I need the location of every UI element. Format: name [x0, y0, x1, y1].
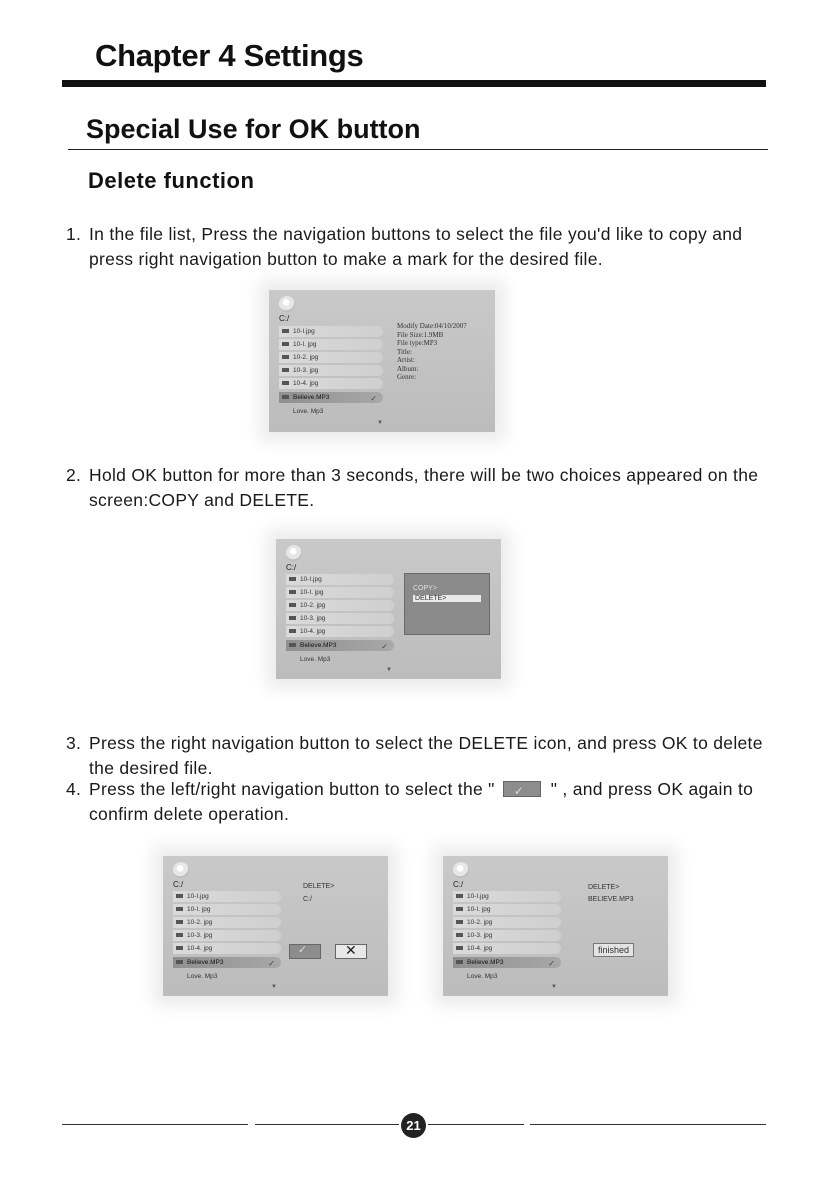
- file-row: 10-2. jpg: [286, 600, 394, 611]
- file-row: 10-4. jpg: [173, 943, 281, 954]
- section-title: Special Use for OK button: [86, 114, 421, 144]
- file-row: Love. Mp3: [293, 408, 324, 415]
- path-label: C:/: [286, 563, 297, 572]
- step-number: 1.: [66, 224, 82, 244]
- file-row: 10-2. jpg: [279, 352, 383, 363]
- chapter-bar: [62, 80, 766, 87]
- file-row: 10-3. jpg: [453, 930, 561, 941]
- file-row: Love. Mp3: [467, 973, 498, 980]
- down-arrow-icon: ▼: [386, 667, 392, 673]
- screenshot-file-info: [269, 290, 495, 432]
- file-row: 10-I. jpg: [453, 904, 561, 915]
- copy-delete-menu: [404, 573, 490, 635]
- file-row: 10-3. jpg: [173, 930, 281, 941]
- file-row-selected: Believe.MP3 ✓: [173, 957, 281, 968]
- footer-rule-right: [530, 1124, 766, 1125]
- path-label: C:/: [173, 880, 184, 889]
- screenshot-delete-finished: [443, 856, 668, 996]
- down-arrow-icon: ▼: [271, 984, 277, 990]
- file-row: 10-4. jpg: [286, 626, 394, 637]
- check-icon: ✓: [298, 944, 308, 956]
- disc-icon: [286, 545, 302, 561]
- step-text: Hold OK button for more than 3 seconds, there will be two choices appeared on the screen:COPY and DELETE.: [89, 465, 759, 510]
- step-text: Press the right navigation button to select the DELETE icon, and press OK to delete the desired file.: [89, 733, 763, 778]
- check-icon: ✓: [370, 394, 377, 403]
- step-text: Press the left/right navigation button to select the " ✓ " , and press OK again to confirm delete operation.: [89, 779, 754, 824]
- file-row: Love. Mp3: [187, 973, 218, 980]
- close-icon: ✕: [345, 942, 357, 958]
- file-row: Love. Mp3: [300, 656, 331, 663]
- path-label: C:/: [279, 314, 290, 323]
- check-icon: ✓: [268, 959, 275, 968]
- delete-label: DELETE>: [588, 884, 620, 891]
- file-row: 10-I.jpg: [279, 326, 383, 337]
- delete-option[interactable]: DELETE>: [413, 595, 481, 602]
- page-number: 21: [401, 1113, 426, 1138]
- file-row: 10-I. jpg: [286, 587, 394, 598]
- disc-icon: [453, 862, 469, 878]
- chapter-title: Chapter 4 Settings: [95, 38, 364, 73]
- footer-rule-left-inner: [255, 1124, 399, 1125]
- down-arrow-icon: ▼: [551, 984, 557, 990]
- cancel-button[interactable]: [335, 944, 367, 959]
- file-row: 10-4. jpg: [453, 943, 561, 954]
- step-number: 4.: [66, 779, 82, 799]
- subsection-title: Delete function: [88, 168, 255, 193]
- step-number: 2.: [66, 465, 82, 485]
- footer-rule-left: [62, 1124, 248, 1125]
- screenshot-delete-confirm: [163, 856, 388, 996]
- file-row: 10-I. jpg: [279, 339, 383, 350]
- step-number: 3.: [66, 733, 82, 753]
- footer-rule-right-inner: [428, 1124, 524, 1125]
- step-1: [66, 222, 766, 272]
- file-row: 10-I.jpg: [286, 574, 394, 585]
- file-row: 10-I.jpg: [453, 891, 561, 902]
- file-row-selected: Believe.MP3 ✓: [279, 392, 383, 403]
- file-row: 10-2. jpg: [453, 917, 561, 928]
- delete-path: C:/: [303, 896, 312, 903]
- file-row: 10-I.jpg: [173, 891, 281, 902]
- screenshot-copy-delete: [276, 539, 501, 679]
- copy-option[interactable]: COPY>: [413, 585, 437, 592]
- file-info: Modify Date:04/10/2007 File Size:1.9MB File type:MP3 Title: Artist: Album: Genre:: [397, 322, 467, 381]
- file-row: 10-I. jpg: [173, 904, 281, 915]
- check-icon: ✓: [548, 959, 555, 968]
- finished-message: finished: [593, 943, 634, 957]
- file-row: 10-3. jpg: [279, 365, 383, 376]
- file-row-selected: Believe.MP3 ✓: [453, 957, 561, 968]
- confirm-button[interactable]: [289, 944, 321, 959]
- confirm-check-icon: ✓: [503, 781, 541, 797]
- down-arrow-icon: ▼: [377, 420, 383, 426]
- step-3: [66, 731, 766, 781]
- disc-icon: [173, 862, 189, 878]
- section-rule: [68, 149, 768, 150]
- disc-icon: [279, 296, 295, 312]
- file-row: 10-4. jpg: [279, 378, 383, 389]
- step-text: In the file list, Press the navigation buttons to select the file you'd like to copy and press right navigation button to make a mark for the desired file.: [89, 224, 743, 269]
- file-row: 10-2. jpg: [173, 917, 281, 928]
- path-label: C:/: [453, 880, 464, 889]
- file-row: 10-3. jpg: [286, 613, 394, 624]
- deleted-file: BELIEVE.MP3: [588, 896, 634, 903]
- step-2: [66, 463, 766, 513]
- step-4: [66, 777, 766, 827]
- file-row-selected: Believe.MP3 ✓: [286, 640, 394, 651]
- check-icon: ✓: [381, 642, 388, 651]
- delete-label: DELETE>: [303, 883, 335, 890]
